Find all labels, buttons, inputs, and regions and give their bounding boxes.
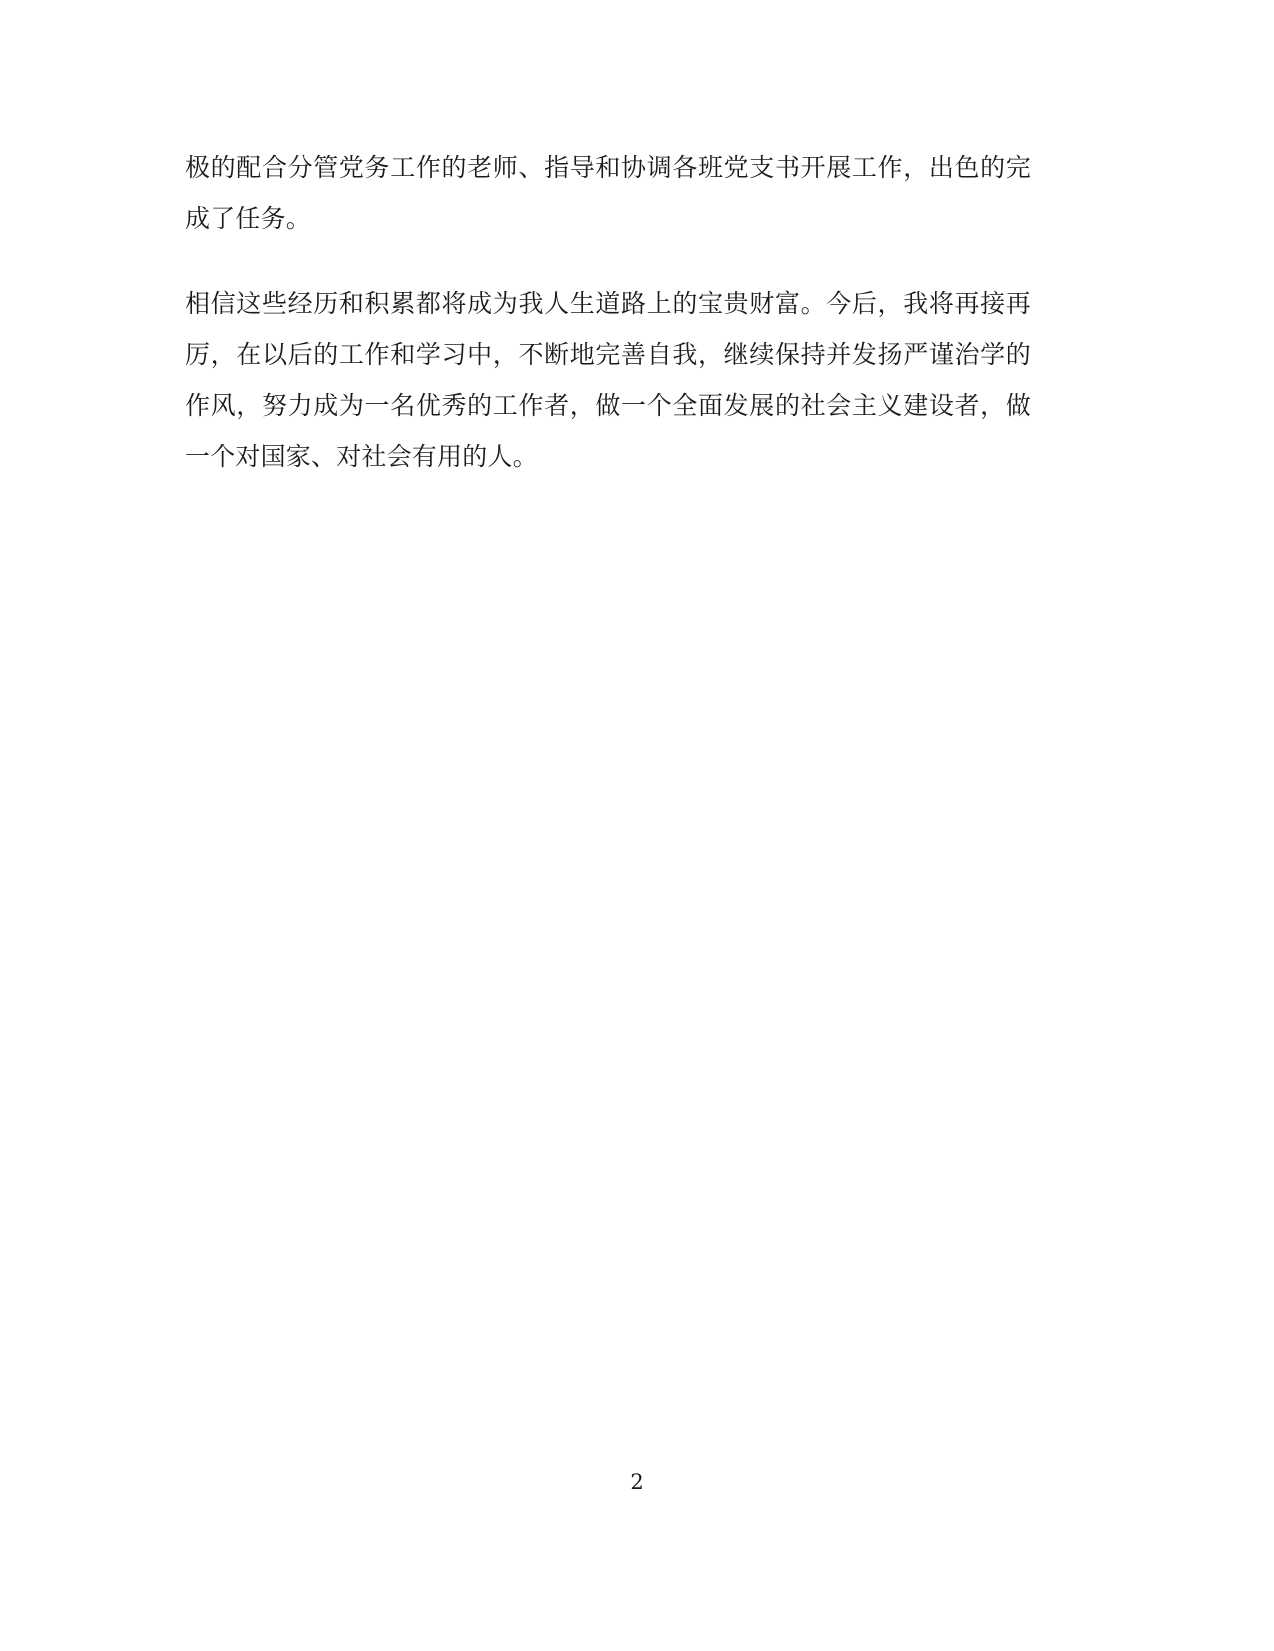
paragraph-1: 极的配合分管党务工作的老师、指导和协调各班党支书开展工作，出色的完成了任务。 [185,153,1031,233]
document-body [185,142,1031,482]
page-number: 2 [630,1470,644,1494]
paragraph-2: 相信这些经历和积累都将成为我人生道路上的宝贵财富。今后，我将再接再厉，在以后的工作和学习中，不断地完善自我，继续保持并发扬严谨治学的作风，努力成为一名优秀的工作者，做一个全面发展的社会主义建设者，做一个对国家、对社会有用的人。 [185,289,1031,471]
